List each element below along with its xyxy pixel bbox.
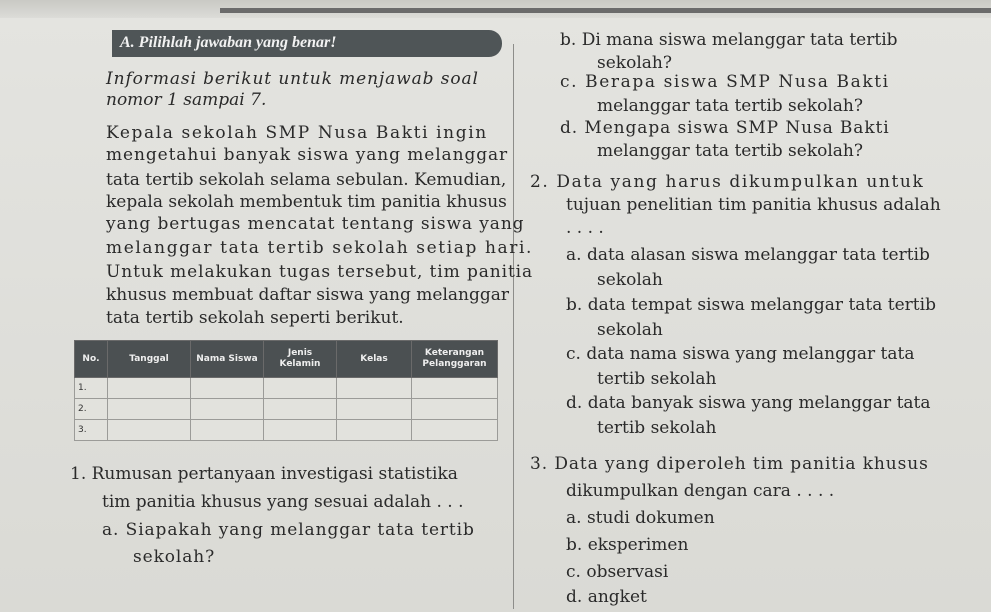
table-header-no: No. <box>75 341 108 378</box>
section-header-text: A. Pilihlah jawaban yang benar! <box>120 34 337 51</box>
table-row <box>75 378 498 399</box>
table-cell <box>412 378 498 399</box>
table-cell <box>191 378 264 399</box>
q1-question-line-2: tim panitia khusus yang sesuai adalah . . . <box>102 492 464 512</box>
q1-option-b-line-2: sekolah? <box>597 53 672 73</box>
table-cell <box>337 420 412 441</box>
q3-question-line-2: dikumpulkan dengan cara . . . . <box>566 481 835 501</box>
q3-question-line-1: 3. Data yang diperoleh tim panitia khusus <box>530 454 929 474</box>
q1-option-c-line-1: c. Berapa siswa SMP Nusa Bakti <box>560 72 890 92</box>
q2-option-c-line-2: tertib sekolah <box>597 369 717 389</box>
table-cell <box>108 399 191 420</box>
q2-question-line-2: tujuan penelitian tim panitia khusus adalah <box>566 195 941 215</box>
table-cell <box>191 399 264 420</box>
q1-option-c-line-2: melanggar tata tertib sekolah? <box>597 96 863 116</box>
table-cell <box>337 399 412 420</box>
q3-option-b: b. eksperimen <box>566 535 689 555</box>
table-cell-no: 2. <box>75 399 108 420</box>
top-rule <box>220 8 991 13</box>
table-cell <box>264 378 337 399</box>
paragraph-line-1: Kepala sekolah SMP Nusa Bakti ingin <box>106 123 488 143</box>
q1-option-a-line-1: a. Siapakah yang melanggar tata tertib <box>102 520 475 540</box>
table-row <box>75 399 498 420</box>
info-line-1: Informasi berikut untuk menjawab soal <box>106 69 479 89</box>
paragraph-line-5: yang bertugas mencatat tentang siswa yang <box>106 214 525 234</box>
table-cell-no: 1. <box>75 378 108 399</box>
q2-option-d-line-2: tertib sekolah <box>597 418 717 438</box>
q3-option-d: d. angket <box>566 587 647 607</box>
table-header-jenis-kelamin: Jenis Kelamin <box>264 341 337 378</box>
q2-option-a-line-2: sekolah <box>597 270 663 290</box>
page-top-edge <box>0 0 991 18</box>
table-cell <box>108 420 191 441</box>
q3-option-c: c. observasi <box>566 562 669 582</box>
paragraph-line-7: Untuk melakukan tugas tersebut, tim panitia <box>106 262 534 282</box>
paragraph-line-9: tata tertib sekolah seperti berikut. <box>106 308 404 328</box>
table-header-tanggal: Tanggal <box>108 341 191 378</box>
q1-option-a-line-2: sekolah? <box>133 547 216 567</box>
paragraph-line-4: kepala sekolah membentuk tim panitia khusus <box>106 192 507 212</box>
q2-option-b-line-1: b. data tempat siswa melanggar tata tertib <box>566 295 936 315</box>
paragraph-line-2: mengetahui banyak siswa yang melanggar <box>106 145 509 165</box>
table-cell <box>337 378 412 399</box>
q2-option-c-line-1: c. data nama siswa yang melanggar tata <box>566 344 915 364</box>
table-header-nama: Nama Siswa <box>191 341 264 378</box>
table-cell <box>264 420 337 441</box>
table-header-kelas: Kelas <box>337 341 412 378</box>
q2-question-line-1: 2. Data yang harus dikumpulkan untuk <box>530 172 925 192</box>
table-cell <box>108 378 191 399</box>
info-line-2: nomor 1 sampai 7. <box>106 90 267 110</box>
table-cell <box>412 420 498 441</box>
table-cell <box>412 399 498 420</box>
paragraph-line-3: tata tertib sekolah selama sebulan. Kemudian, <box>106 170 507 190</box>
q1-option-d-line-1: d. Mengapa siswa SMP Nusa Bakti <box>560 118 890 138</box>
paragraph-line-6: melanggar tata tertib sekolah setiap hari. <box>106 238 534 258</box>
column-divider <box>513 44 514 609</box>
section-header <box>112 30 502 57</box>
q2-option-a-line-1: a. data alasan siswa melanggar tata tertib <box>566 245 930 265</box>
q1-option-d-line-2: melanggar tata tertib sekolah? <box>597 141 863 161</box>
violation-table <box>74 340 498 441</box>
table-cell-no: 3. <box>75 420 108 441</box>
paragraph-line-8: khusus membuat daftar siswa yang melanggar <box>106 285 509 305</box>
q3-option-a: a. studi dokumen <box>566 508 715 528</box>
table-cell <box>264 399 337 420</box>
table-cell <box>191 420 264 441</box>
q2-option-b-line-2: sekolah <box>597 320 663 340</box>
table-header-row <box>75 341 498 378</box>
q1-option-b-line-1: b. Di mana siswa melanggar tata tertib <box>560 30 898 50</box>
q2-question-line-3: . . . . <box>566 218 604 238</box>
q1-question-line-1: 1. Rumusan pertanyaan investigasi statistika <box>70 464 458 484</box>
table-row <box>75 420 498 441</box>
table-header-keterangan: Keterangan Pelanggaran <box>412 341 498 378</box>
q2-option-d-line-1: d. data banyak siswa yang melanggar tata <box>566 393 931 413</box>
